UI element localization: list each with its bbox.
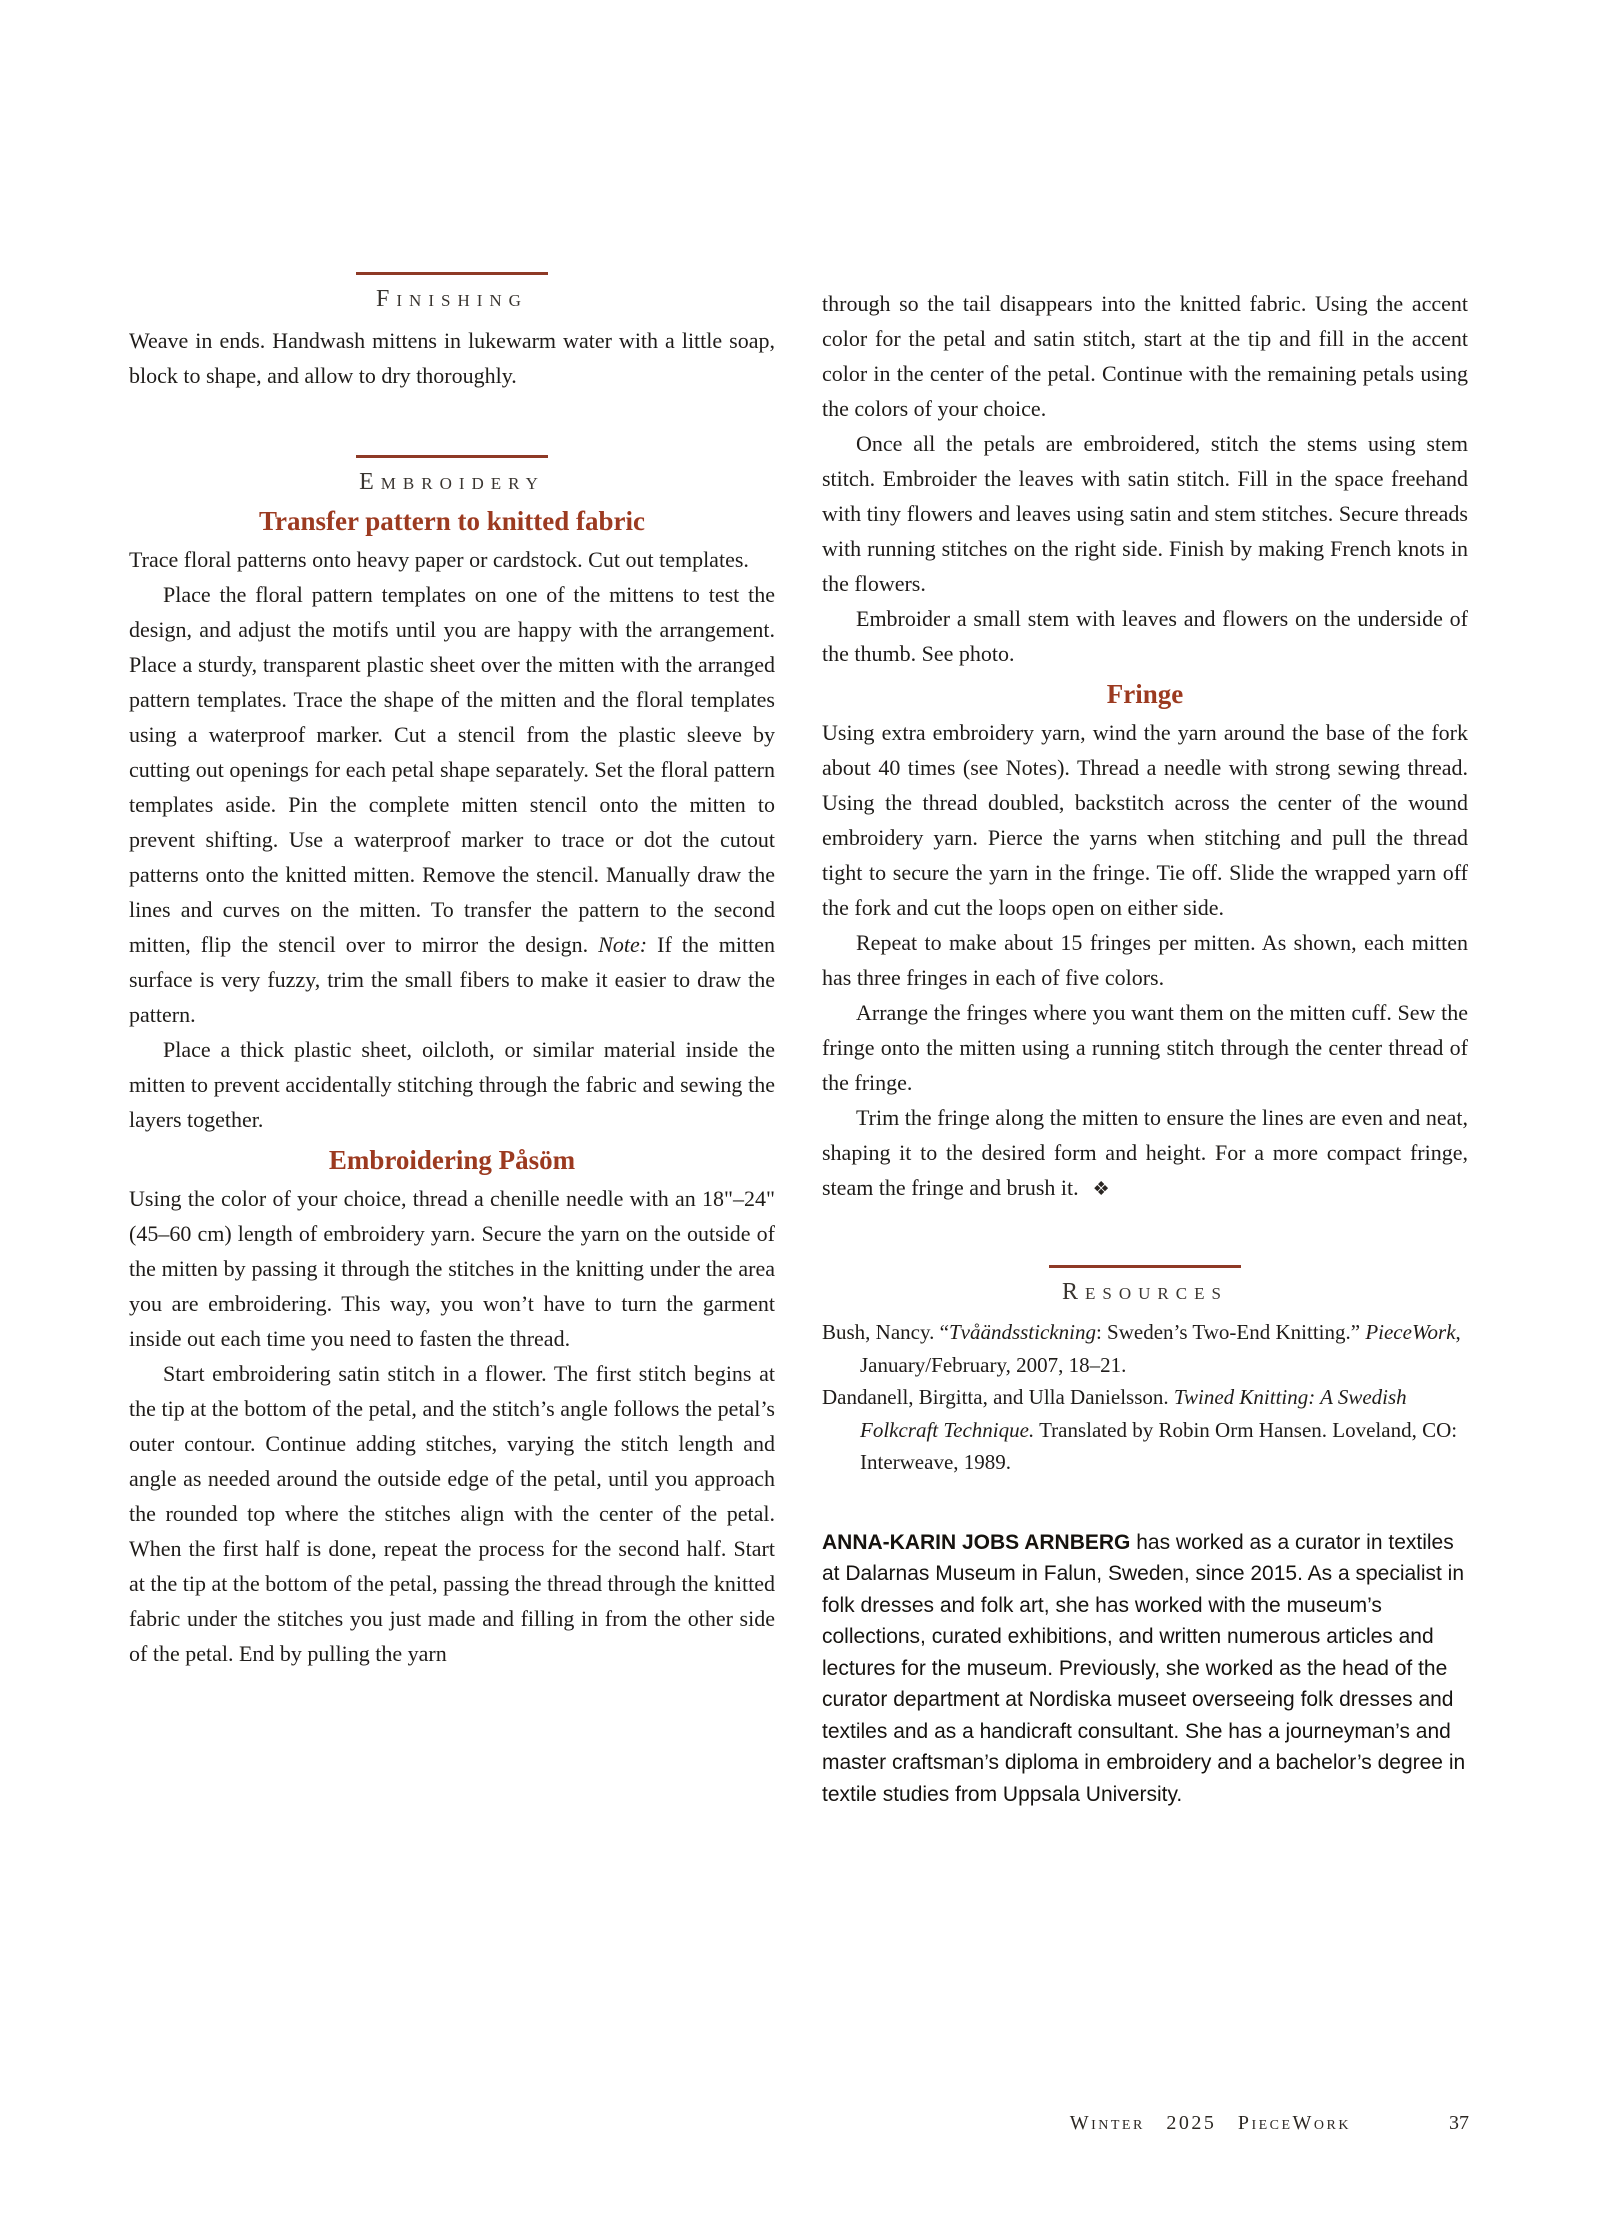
pasom-subhead: Embroidering Påsöm: [328, 1145, 576, 1175]
citation-text: , January/February, 2007, 18–21.: [860, 1320, 1461, 1377]
finishing-heading: Finishing: [376, 286, 528, 312]
paragraph-text: Place the floral pattern templates on one of the mittens to test the design, and adjust the motifs until you are happy with the arrangement. Place a sturdy, transparent plastic sheet over the mitten with the arranged pattern templates. Trace the shape of the mitten and the floral templates using a waterproof marker. Cut a stencil from the plastic sleeve by cutting out openings for each petal shape separately. Set the floral pattern templates aside. Pin the complete mitten stencil onto the mitten to prevent shifting. Use a waterproof marker to trace or dot the cutout patterns onto the knitted mitten. Remove the stencil. Manually draw the lines and curves on the mitten. To transfer the pattern to the second mitten, flip the stencil over to mirror the design.: [129, 582, 775, 957]
paragraph-pasom-1: Using the color of your choice, thread a chenille needle with an 18"–24" (45–60 cm) length of embroidery yarn. Secure the yarn on the outside of the mitten by passing it through the stitches in the knitting under the area you are embroidering. This way, you won’t have to turn the garment inside out each time you need to fasten the thread.: [129, 1186, 775, 1351]
paragraph-transfer-1: Trace floral patterns onto heavy paper or cardstock. Cut out templates.: [129, 547, 749, 572]
footer-issue-title: Winter 2025 PieceWork: [1069, 2112, 1351, 2134]
citation-text: : Sweden’s Two-End Knitting.”: [1095, 1320, 1366, 1344]
paragraph-fringe-4: [822, 1100, 1468, 1207]
paragraph-transfer-3: Place a thick plastic sheet, oilcloth, or similar material inside the mitten to prevent accidentally stitching through the fabric and sewing the layers together.: [129, 1037, 775, 1132]
citation-text: Translated by Robin Orm Hansen. Loveland, CO: Interweave, 1989.: [860, 1417, 1458, 1474]
paragraph-transfer-2: [129, 577, 775, 1032]
continuation-section: [822, 286, 1468, 671]
citation-title: Twined Knitting: A Swedish Folkcraft Technique.: [860, 1385, 1407, 1442]
left-column: [129, 272, 775, 1810]
author-name: ANNA-KARIN JOBS ARNBERG: [822, 1530, 1131, 1554]
author-bio-text: has worked as a curator in textiles at Dalarnas Museum in Falun, Sweden, since 2015. As a specialist in folk dresses and folk art, she has worked with the museum’s collections, curated exhibitions, and written numerous articles and lectures for the museum. Previously, she worked as the head of the curator department at Nordiska museet overseeing folk dresses and textiles and as a handicraft consultant. She has a journeyman’s and master craftsman’s diploma in embroidery and a bachelor’s degree in textile studies from Uppsala University.: [822, 1530, 1466, 1806]
resource-entry-dandanell: [822, 1381, 1468, 1479]
citation-journal: PieceWork: [1365, 1320, 1456, 1344]
author-bio: [822, 1527, 1468, 1811]
resource-entry-bush: [822, 1316, 1468, 1381]
resources-heading: Resources: [1062, 1279, 1228, 1305]
paragraph-pasom-2: Start embroidering satin stitch in a flower. The first stitch begins at the tip at the bottom of the petal, and the stitch’s angle follows the petal’s outer contour. Continue adding stitches, varying the stitch length and angle as needed around the outside edge of the petal, until you approach the rounded top where the stitches align with the center of the petal. When the first half is done, repeat the process for the second half. Start at the tip at the bottom of the petal, passing the thread through the knitted fabric under the stitches you just made and filling in from the other side of the petal. End by pulling the yarn: [129, 1361, 775, 1666]
citation-text: Dandanell, Birgitta, and Ulla Danielsson.: [822, 1385, 1174, 1409]
right-column: [822, 272, 1468, 1810]
page-footer: [129, 2112, 1469, 2135]
embroidery-section: [129, 455, 775, 1137]
citation-title: Tvåändsstickning: [948, 1320, 1096, 1344]
note-label: Note:: [598, 932, 648, 957]
paragraph-fringe-1: Using extra embroidery yarn, wind the yarn around the base of the fork about 40 times (see Notes). Thread a needle with strong sewing thread. Using the thread doubled, backstitch across the center of the wound embroidery yarn. Pierce the yarns when stitching and pull the thread tight to secure the yarn in the fringe. Tie off. Slide the wrapped yarn off the fork and cut the loops open on either side.: [822, 720, 1468, 920]
finishing-section: [129, 272, 775, 393]
paragraph-text: Trim the fringe along the mitten to ensure the lines are even and neat, shaping it to the desired form and height. For a more compact fringe, steam the fringe and brush it.: [822, 1105, 1468, 1200]
section-rule: [356, 272, 548, 275]
paragraph-cont-3: Embroider a small stem with leaves and flowers on the underside of the thumb. See photo.: [822, 606, 1468, 666]
footer-page-number: 37: [1449, 2112, 1469, 2134]
citation-text: Bush, Nancy. “: [822, 1320, 949, 1344]
paragraph-cont-1: through so the tail disappears into the knitted fabric. Using the accent color for the petal and satin stitch, start at the tip and fill in the accent color in the center of the petal. Continue with the remaining petals using the colors of your choice.: [822, 291, 1468, 421]
section-rule: [356, 455, 548, 458]
pasom-section: [129, 1145, 775, 1671]
paragraph-fringe-2: Repeat to make about 15 fringes per mitten. As shown, each mitten has three fringes in each of five colors.: [822, 930, 1468, 990]
transfer-subhead: Transfer pattern to knitted fabric: [259, 506, 645, 536]
page-content: [129, 272, 1469, 1810]
section-rule: [1049, 1265, 1241, 1268]
paragraph-cont-2: Once all the petals are embroidered, stitch the stems using stem stitch. Embroider the leaves with satin stitch. Fill in the space freehand with tiny flowers and leaves using satin and stem stitches. Secure threads with running stitches on the right side. Finish by making French knots in the flowers.: [822, 431, 1468, 596]
embroidery-heading: Embroidery: [359, 469, 545, 495]
fringe-subhead: Fringe: [1106, 679, 1184, 709]
end-ornament-icon: ❖: [1092, 1179, 1110, 1200]
resources-section: [822, 1265, 1468, 1479]
paragraph-fringe-3: Arrange the fringes where you want them on the mitten cuff. Sew the fringe onto the mitten using a running stitch through the center thread of the fringe.: [822, 1000, 1468, 1095]
finishing-paragraph: Weave in ends. Handwash mittens in lukewarm water with a little soap, block to shape, and allow to dry thoroughly.: [129, 328, 775, 388]
fringe-section: [822, 679, 1468, 1207]
paragraph-text: If the mitten surface is very fuzzy, trim the small fibers to make it easier to draw the pattern.: [129, 932, 775, 1027]
